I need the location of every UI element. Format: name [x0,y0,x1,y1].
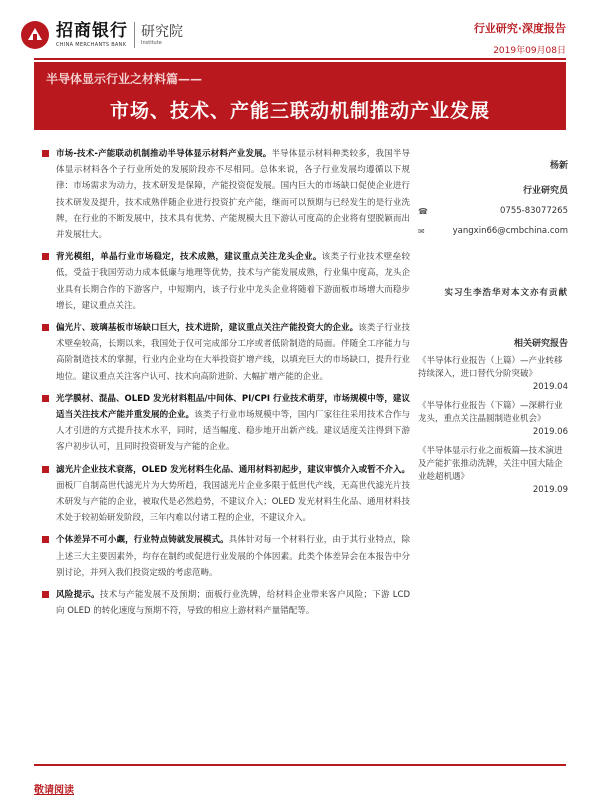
summary-point [38,462,410,527]
related-report-title[interactable]: 《半导体行业报告（上篇）—产业转移持续深入，进口替代分阶突破》 [418,356,563,379]
summary-lead: 滤光片企业技术衰落，OLED 发光材料生化品、通用材料初起步，建议审慎介入或暂不介入。 [56,464,410,475]
report-subtitle: 半导体显示行业之材料篇—— [46,72,203,86]
bank-name-en: CHINA MERCHANTS BANK [56,42,127,48]
summary-lead: 背光模组，单晶行业市场稳定，技术成熟，建议重点关注龙头企业。 [56,252,322,263]
related-report[interactable] [418,355,568,394]
summary-body: 面板厂自制高世代滤光片为大势所趋，我国滤光片企业多限于低世代产线，无高世代滤光片技术研发与产能的企业，被取代是必然趋势，不建议介入；OLED 发光材料生化品、通用材料技术处于较初始研发阶段，三年内难以付诸工程的企业，不建议介入。 [56,480,410,524]
institute-name-cn: 研究院 [141,24,183,40]
summary-body: 该类子行业技术壁垒较高，长期以来，我国处于仅可完成部分工序或者低阶制造的局面。伴随全工序能力与高阶制造技术的掌握，行业内企业均在大举投资扩增产线，以填充巨大的市场缺口，提升行业地位。建议重点关注客户认可、技术向高阶进阶、大幅扩增产能的企业。 [56,323,410,382]
related-report[interactable] [418,400,568,439]
summary-point [38,146,410,243]
summary-point [38,391,410,456]
header-divider [34,58,566,60]
summary-lead: 个体差异不可小觑，行业特点铸就发展模式。 [56,535,229,546]
analyst-role: 行业研究员 [522,186,568,196]
logo-divider [134,22,135,48]
analyst-email[interactable] [418,226,568,236]
summary-point [38,587,410,619]
analyst-phone [418,206,568,216]
summary-section [38,146,410,625]
phone-icon: ☎ [418,206,428,216]
summary-body: 该类子行业技术壁垒较低，受益于我国劳动力成本低廉与地理等优势，技术与产能发展成熟，行业集中度高，龙头企业具有长期合作的下游客户，中短期内，该子行业中龙头企业将随着下游面板市场增大而稳步增长，建议重点关注。 [56,252,410,311]
phone-number: 0755-83077265 [500,206,568,216]
footer-divider [34,764,566,766]
related-report[interactable] [418,445,568,497]
bank-name-cn: 招商银行 [56,21,128,41]
sidebar [418,150,568,497]
title-banner [34,62,566,130]
related-report-title[interactable]: 《半导体显示行业之面板篇—技术演进及产能扩张推动洗牌，关注中国大陆企业趁超机遇》 [418,446,563,482]
bullet-square-icon [42,150,49,157]
summary-lead: 市场-技术-产能联动机制推动半导体显示材料产业发展。 [56,149,272,159]
summary-body: 具体针对每一个材料行业，由于其行业特点，除上述三大主要因素外，均存在制约或促进行业发展的个体因素。此类个体差异会在本报告中分别讨论，并列入我们投资定级的考虑范畴。 [56,535,410,578]
report-date: 2019年09月08日 [493,46,566,56]
bullet-square-icon [42,466,49,473]
summary-point [38,320,410,385]
analyst-name: 杨新 [549,161,568,171]
summary-body: 半导体显示材料种类较多，我国半导体显示材料各个子行业所处的发展阶段亦不尽相同。总体来说，各子行业发展均遵循以下规律：市场需求为动力，技术研发是保障，产能投资促发展。国内巨大的市场缺口促使企业进行技术研发及提升，技术成熟伴随企业进行投资扩充产能，继而可以预期与已经发生的是行业洗牌，在行业的不断发展中，技术具有优势、产能规模大且下游认可度高的企业将有望脱颖而出并发展壮大。 [56,149,410,241]
related-report-date: 2019.09 [532,485,568,495]
summary-point [38,532,410,581]
bullet-square-icon [42,591,49,598]
bullet-square-icon [42,536,49,543]
cmb-logo [20,20,183,50]
email-icon: ✉ [418,226,425,236]
footer-notice[interactable]: 敬请阅读 [34,785,74,796]
bullet-square-icon [42,253,49,260]
contributor-note: 实习生李浩华对本文亦有贡献 [444,288,568,298]
institute-name-en: Institute [141,40,162,46]
cmb-logo-icon [20,20,50,50]
summary-body: 技术与产能发展不及预期；面板行业洗牌，给材料企业带来客户风险；下游 LCD 向 OLED 的转化速度与预期不符，导致的相应上游材料产量错配等。 [56,590,410,617]
related-report-date: 2019.04 [532,382,568,392]
report-title: 市场、技术、产能三联动机制推动产业发展 [109,100,490,122]
summary-lead: 光学膜材、混晶、OLED 发光材料粗品/中间体、PI/CPI 行业技术萌芽，市场规模中等，建议适当关注技术产能并重发展的企业。 [56,393,410,421]
related-report-date: 2019.06 [532,427,568,437]
bullet-square-icon [42,324,49,331]
summary-point [38,249,410,314]
email-address[interactable]: yangxin66@cmbchina.com [452,226,568,236]
summary-lead: 风险提示。 [56,590,100,601]
related-reports-title: 相关研究报告 [513,339,568,349]
summary-body: 该类子行业市场规模中等，国内厂家往往采用技术合作与人才引进的方式提升技术水平，同时，适当幅度、稳步地开出新产线。建议适度关注得到下游客户初步认可，且同时投资研发与产能的企业。 [56,410,410,453]
related-report-title[interactable]: 《半导体行业报告（下篇）—深耕行业龙头，重点关注晶圆制造业机会》 [418,401,563,424]
report-type: 行业研究·深度报告 [473,22,566,35]
summary-lead: 偏光片、玻璃基板市场缺口巨大，技术进阶，建议重点关注产能投资大的企业。 [56,323,359,334]
bullet-square-icon [42,395,49,402]
